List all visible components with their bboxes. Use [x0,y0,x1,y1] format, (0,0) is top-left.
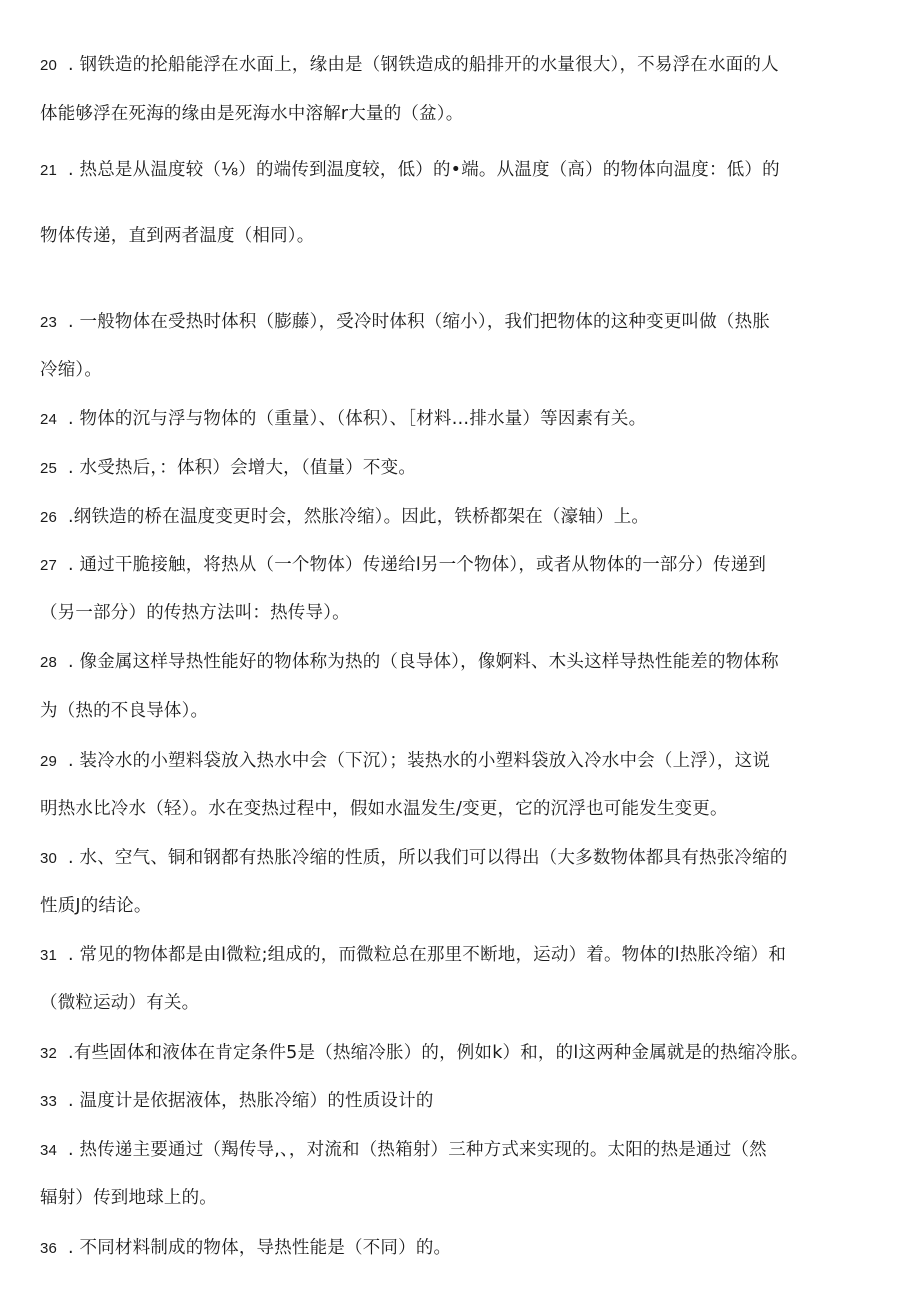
item-text: 辐射）传到地球上的。 [40,1188,217,1208]
item-text: . 通过干脆接触，将热从（一个物体）传递给l另一个物体），或者从物体的一部分）传递到 [68,555,767,575]
item-number: 36 [40,1240,58,1257]
item-text: . 钢铁造的抡船能浮在水面上，缘由是（钢铁造成的船排开的水量很大），不易浮在水面的人 [68,55,779,75]
item-number: 24 [40,411,58,428]
item-number: 27 [40,557,58,574]
item-number: 28 [40,654,58,671]
item-32-line-1 [40,1041,885,1066]
item-29-line-1 [40,749,885,774]
item-text: . 装冷水的小塑料袋放入热水中会（下沉）；装热水的小塑料袋放入冷水中会（上浮），这说 [68,751,771,771]
item-31-line-2 [40,991,885,1015]
item-text: （另一部分）的传热方法叫：热传导）。 [40,603,350,623]
item-28-line-1 [40,650,885,675]
item-number: 29 [40,753,58,770]
item-33-line-1 [40,1089,885,1114]
item-text: . 像金属这样导热性能好的物体称为热的（良导体），像婀料、木头这样导热性能差的物体称 [68,652,779,672]
item-30-line-1 [40,846,885,871]
item-text: . 一般物体在受热时体积（膨藤），受冷时体积（缩小），我们把物体的这种变更叫做（热胀 [68,312,771,332]
item-21-line-1 [40,158,885,183]
item-number: 34 [40,1142,58,1159]
item-34-line-2 [40,1186,885,1210]
item-30-line-2 [40,894,885,918]
item-text: . 物体的沉与浮与物体的（重量）、（体积）、［材料…排水量）等因素有关。 [68,409,647,429]
item-text: . 水、空气、铜和钢都有热胀冷缩的性质，所以我们可以得出（大多数物体都具有热张冷缩的 [68,848,788,868]
item-text: 体能够浮在死海的缘由是死海水中溶解r大量的（盆）。 [40,104,464,124]
item-31-line-1 [40,943,885,968]
item-28-line-2 [40,699,885,723]
item-number: 33 [40,1093,58,1110]
item-text: .纲铁造的桥在温度变更时会，然胀冷缩）。因此，铁桥都架在（濠轴）上。 [68,507,650,527]
item-23-line-2 [40,358,885,382]
item-text: 物体传递，直到两者温度（相同）。 [40,226,315,246]
item-text: . 热总是从温度较（⅛）的端传到温度较，低）的•端。从温度（高）的物体向温度：低）的 [68,160,780,180]
item-number: 26 [40,509,58,526]
item-text: 明热水比冷水（轻）。水在变热过程中，假如水温发生/变更，它的沉浮也可能发生变更。 [40,799,728,819]
item-20-line-1 [40,53,885,78]
item-text: 冷缩）。 [40,360,103,380]
item-29-line-2 [40,797,885,821]
item-number: 23 [40,314,58,331]
item-text: . 热传递主要通过（羯传导,、，对流和（热箱射）三种方式来实现的。太阳的热是通过（然 [68,1140,767,1160]
item-number: 25 [40,460,58,477]
item-21-line-2 [40,224,885,248]
item-number: 32 [40,1045,58,1062]
item-27-line-1 [40,553,885,578]
item-text: 为（热的不良导体）。 [40,701,209,721]
item-27-line-2 [40,601,885,625]
item-23-line-1 [40,310,885,335]
item-24-line-1 [40,407,885,432]
item-text: . 水受热后，：体积）会增大，（值量）不变。 [68,458,417,478]
item-number: 21 [40,162,58,179]
item-text: 性质J的结论。 [40,896,152,916]
item-text: （微粒运动）有关。 [40,993,200,1013]
item-text: . 常见的物体都是由l微粒;组成的，而微粒总在那里不断地，运动）着。物体的l热胀冷缩）和 [68,945,787,965]
item-text: .有些固体和液体在肯定条件5是（热缩冷胀）的，例如k）和，的l这两种金属就是的热缩冷胀。 [68,1043,809,1063]
item-20-line-2 [40,102,885,126]
item-number: 31 [40,947,58,964]
item-25-line-1 [40,456,885,481]
item-number: 30 [40,850,58,867]
item-34-line-1 [40,1138,885,1163]
item-36-line-1 [40,1236,885,1261]
item-26-line-1 [40,505,885,530]
item-text: . 不同材料制成的物体，导热性能是（不同）的。 [68,1238,452,1258]
item-text: . 温度计是依据液体，热胀冷缩）的性质设计的 [68,1091,434,1111]
item-number: 20 [40,57,58,74]
